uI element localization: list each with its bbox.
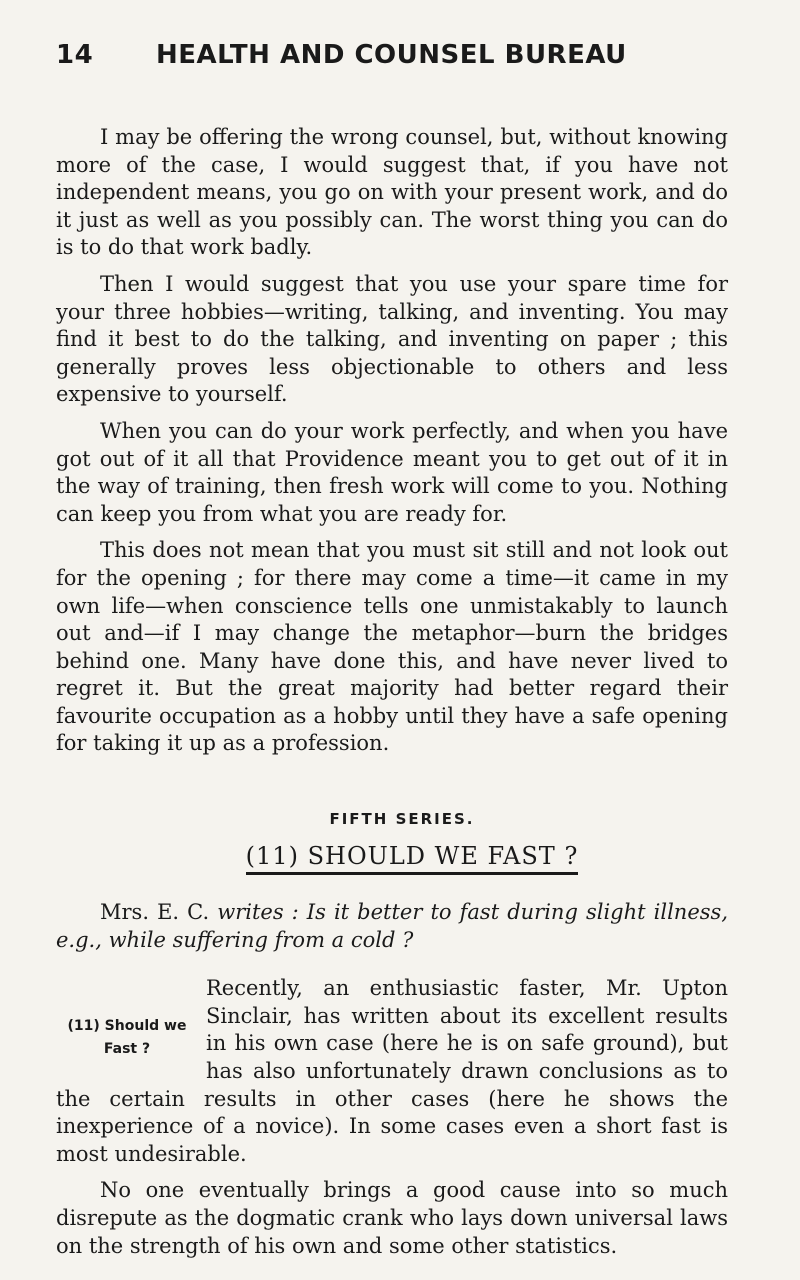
body-text xyxy=(56,124,728,758)
section-title-text: (11) SHOULD WE FAST ? xyxy=(246,842,579,875)
paragraph: Then I would suggest that you use your spare time for your three hobbies—writing, talking, and inventing. You may find it best to do the talking, and inventing on paper ; this generally proves less objectionable to others and less expensive to yourself. xyxy=(56,271,728,407)
paragraph: I may be offering the wrong counsel, but, without knowing more of the case, I would suggest that, if you have not independent means, you go on with your present work, and do it just as well as you possibly can. The worst thing you can do is to do that work badly. xyxy=(56,125,728,260)
margin-note xyxy=(56,1015,198,1061)
query-text: writes : Is it better to fast during slight illness, e.g., while suffering from a cold ? xyxy=(56,900,728,952)
paragraph: When you can do your work perfectly, and when you have got out of it all that Providence meant you to get out of it in the way of training, then fresh work will come to you. Nothing can keep you from what you are ready for. xyxy=(56,418,728,526)
query-signer: Mrs. E. C. xyxy=(100,900,210,925)
margin-note-line: (11) Should we xyxy=(67,1018,187,1035)
answer-paragraph: Recently, an enthusiastic faster, Mr. Upton Sinclair, has written about its excellent results in his own case (here he is on safe ground), but has also unfortunately drawn conclusions as to the certain results in other cases (here he shows the inexperience of a novice). In some cases even a short fast is most undesirable. xyxy=(56,976,728,1166)
section-title xyxy=(56,842,728,875)
answer xyxy=(56,975,728,1260)
running-head xyxy=(56,40,728,80)
book-page xyxy=(56,40,728,1269)
answer-paragraph: No one eventually brings a good cause into so much disrepute as the dogmatic crank who lays down universal laws on the strength of his own and some other statistics. xyxy=(56,1178,728,1258)
query xyxy=(56,899,728,954)
series-label: FIFTH SERIES. xyxy=(329,810,475,829)
margin-note-line: Fast ? xyxy=(103,1041,151,1058)
paragraph: This does not mean that you must sit still and not look out for the opening ; for there may come a time—it came in my own life—when conscience tells one unmistakably to launch out and—if I may change the metaphor—burn the bridges behind one. Many have done this, and have never lived to regret it. But the great majority had better regard their favourite occupation as a hobby until they have a safe opening for taking it up as a profession. xyxy=(56,538,728,756)
page-number: 14 xyxy=(56,40,94,70)
running-title: HEALTH AND COUNSEL BUREAU xyxy=(156,40,627,70)
